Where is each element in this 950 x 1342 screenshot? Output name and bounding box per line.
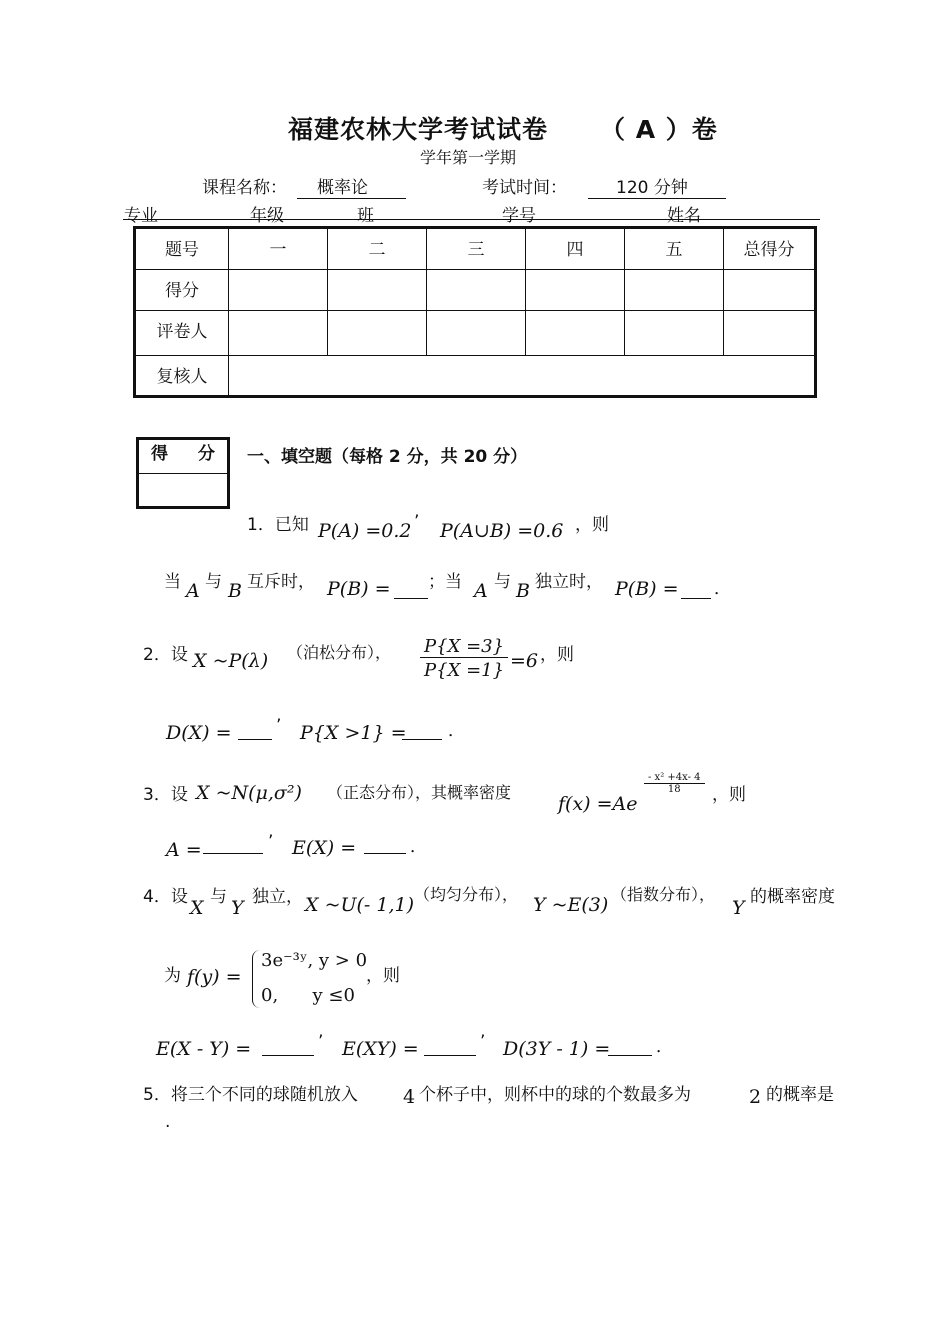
q2-dist: X ~P(λ) xyxy=(193,650,269,672)
score-cell[interactable] xyxy=(328,270,427,311)
q2-fraction xyxy=(420,636,508,681)
q3-fx: f(x) =Ae xyxy=(558,793,638,815)
q1-indep: 独立时， xyxy=(535,572,603,592)
field-name: 姓名 xyxy=(667,206,701,226)
q4-x: X xyxy=(190,897,204,919)
q3-dist: X ~N(μ,σ²) xyxy=(196,782,302,804)
q2-dx: D(X) = xyxy=(166,722,232,744)
score-cell[interactable] xyxy=(724,270,816,311)
q3-a: A = xyxy=(166,839,202,861)
col-header: 题号 xyxy=(135,228,229,270)
row-grader-label: 评卷人 xyxy=(135,311,229,356)
reviewer-row xyxy=(135,356,816,397)
q5-n4: 4 xyxy=(403,1086,416,1108)
col-4: 四 xyxy=(526,228,625,270)
score-table xyxy=(133,226,817,398)
q2-prefix: 2．设 xyxy=(143,645,188,665)
grader-cell[interactable] xyxy=(328,311,427,356)
q3-blank-1[interactable] xyxy=(203,853,263,854)
course-label: 课程名称： xyxy=(202,178,287,198)
q4-blank-3[interactable] xyxy=(608,1055,652,1056)
q1-a-2: A xyxy=(474,580,488,602)
q4-yu: 与 xyxy=(210,887,227,907)
q2-end: ． xyxy=(448,721,465,741)
q3-exponent xyxy=(644,772,705,795)
q1-when: 当 xyxy=(164,572,181,592)
q4-expo: （指数分布）， xyxy=(611,885,716,904)
q1-pb-2: P(B) = xyxy=(615,578,679,600)
col-total: 总得分 xyxy=(724,228,816,270)
q1-end: ． xyxy=(714,579,731,599)
reviewer-cell[interactable] xyxy=(229,356,816,397)
field-class: 班 xyxy=(357,206,374,226)
q2-denominator: P{X =1} xyxy=(424,660,505,681)
field-major: 专业 xyxy=(124,206,158,226)
time-label: 考试时间： xyxy=(482,178,567,198)
q3-then: ，则 xyxy=(712,785,746,805)
q1-b-2: B xyxy=(516,580,530,602)
q4-density: 的概率密度 xyxy=(750,887,835,907)
q3-exp-numerator: - x² +4x- 4 xyxy=(644,772,705,784)
term-label: 学年第一学期 xyxy=(420,148,517,167)
q1-pb-1: P(B) = xyxy=(327,578,391,600)
q1-pab: P(A∪B) =0.6 xyxy=(440,520,564,542)
q5-text3: 的概率是 xyxy=(766,1085,834,1105)
q2-then: ，则 xyxy=(540,645,574,665)
section-score-box xyxy=(136,437,230,509)
q4-blank-1[interactable] xyxy=(262,1055,314,1056)
q2-px: P{X >1} = xyxy=(300,722,407,744)
q5-end: . xyxy=(165,1112,171,1132)
q1-semi: ；当 xyxy=(428,572,462,592)
q4-brace xyxy=(252,950,261,1008)
q4-case2: 0, y ≤0 xyxy=(261,985,355,1006)
exam-title: 福建农林大学考试试卷 xyxy=(288,115,549,144)
q4-ydist: Y ~E(3) xyxy=(533,894,609,916)
col-1: 一 xyxy=(229,228,328,270)
q1-b: B xyxy=(228,580,242,602)
grader-cell[interactable] xyxy=(229,311,328,356)
q1-a: A xyxy=(186,580,200,602)
q5-text1: 5．将三个不同的球随机放入 xyxy=(143,1085,358,1105)
grader-cell[interactable] xyxy=(724,311,816,356)
col-2: 二 xyxy=(328,228,427,270)
row-reviewer-label: 复核人 xyxy=(135,356,229,397)
col-5: 五 xyxy=(625,228,724,270)
score-cell[interactable] xyxy=(625,270,724,311)
q3-note: （正态分布），其概率密度 xyxy=(327,783,512,802)
row-score-label: 得分 xyxy=(135,270,229,311)
q1-yu: 与 xyxy=(205,572,222,592)
q4-xdist: X ~U(- 1,1) xyxy=(305,894,414,916)
q1-yu-2: 与 xyxy=(494,572,511,592)
score-cell[interactable] xyxy=(229,270,328,311)
score-cell[interactable] xyxy=(427,270,526,311)
grader-row xyxy=(135,311,816,356)
paper-label: （ A ）卷 xyxy=(600,115,718,144)
q4-e3: D(3Y - 1) = xyxy=(503,1038,611,1060)
q4-e1: E(X - Y) = xyxy=(156,1038,252,1060)
q2-numerator: P{X =3} xyxy=(420,636,508,658)
q3-blank-2[interactable] xyxy=(364,853,406,854)
q2-blank-1[interactable] xyxy=(238,739,272,740)
q5-n2: 2 xyxy=(749,1086,762,1108)
q4-fy: f(y) = xyxy=(187,966,242,988)
section-score-label: 得 分 xyxy=(139,440,227,474)
info-underline xyxy=(123,219,820,220)
grader-cell[interactable] xyxy=(625,311,724,356)
q4-prefix: 4．设 xyxy=(143,887,188,907)
q3-prefix: 3．设 xyxy=(143,785,188,805)
q3-exp-denominator: 18 xyxy=(667,784,681,795)
q4-then: ，则 xyxy=(366,966,400,986)
q4-y2: Y xyxy=(732,897,745,919)
score-cell[interactable] xyxy=(526,270,625,311)
q4-case1: 3e⁻³ʸ, y > 0 xyxy=(261,950,368,971)
col-3: 三 xyxy=(427,228,526,270)
q1-then: ，则 xyxy=(575,515,609,535)
course-value: 概率论 xyxy=(297,173,406,199)
time-value: 120 分钟 xyxy=(588,173,726,199)
section-title: 一、填空题（每格 2 分，共 20 分） xyxy=(247,447,528,467)
q4-blank-2[interactable] xyxy=(424,1055,476,1056)
q4-e2: E(XY) = xyxy=(342,1038,419,1060)
q1-prefix: 1．已知 xyxy=(247,515,309,535)
q4-y: Y xyxy=(231,897,244,919)
field-grade: 年级 xyxy=(250,206,284,226)
q1-mutex: 互斥时， xyxy=(247,572,315,592)
q1-pa: P(A) =0.2 xyxy=(318,520,412,542)
score-row xyxy=(135,270,816,311)
q1-blank-2[interactable] xyxy=(681,598,711,599)
q2-eq: =6 xyxy=(510,650,539,672)
q1-blank-1[interactable] xyxy=(394,598,428,599)
grader-cell[interactable] xyxy=(526,311,625,356)
q3-ex: E(X) = xyxy=(292,837,357,859)
q4-unif: （均匀分布）， xyxy=(414,885,519,904)
q5-text2: 个杯子中，则杯中的球的个数最多为 xyxy=(419,1085,691,1105)
q4-end: ． xyxy=(656,1037,673,1057)
field-student-id: 学号 xyxy=(502,206,536,226)
q3-end: ． xyxy=(410,837,427,857)
score-table-header-row xyxy=(135,228,816,270)
q2-note: （泊松分布）， xyxy=(287,643,392,662)
q4-wei: 为 xyxy=(164,966,181,986)
grader-cell[interactable] xyxy=(427,311,526,356)
q2-blank-2[interactable] xyxy=(402,739,442,740)
q4-indep: 独立， xyxy=(252,887,303,907)
